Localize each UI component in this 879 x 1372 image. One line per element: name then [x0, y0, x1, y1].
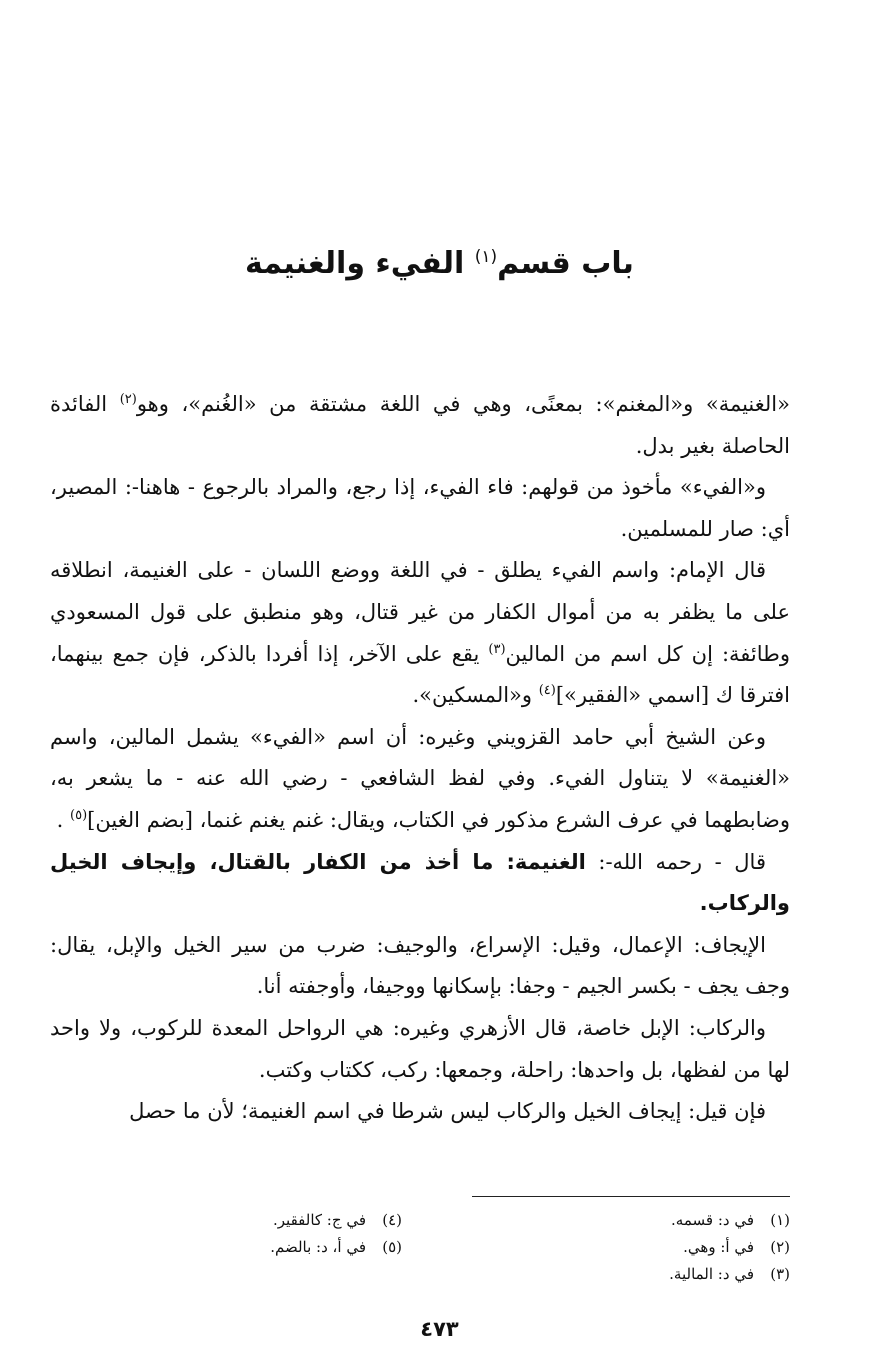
- chapter-title-part1: باب قسم: [497, 246, 634, 281]
- main-text: [50, 384, 790, 1133]
- footnote-marker: (٢): [119, 392, 137, 407]
- footnotes-column-left: [102, 1207, 402, 1261]
- text-run: يقع على الآخر، إذا أفردا بالذكر، فإن جمع بينهما، افترقا ك [اسمي «الفقير»]: [50, 641, 790, 708]
- footnote-item: [490, 1234, 790, 1261]
- text-run: قال الإمام: واسم الفيء يطلق - في اللغة ووضع اللسان - على الغنيمة، انطلاقه على ما يظفر به من أموال الكفار من غير قتال، وهو منطبق على قول المسعودي وطائفة: إن كل اسم من المالين: [50, 558, 791, 666]
- footnote-marker: (٥): [70, 807, 88, 823]
- paragraph: و«الفيء» مأخوذ من قولهم: فاء الفيء، إذا رجع، والمراد بالرجوع - هاهنا-: المصير، أي: صار للمسلمين.: [50, 475, 790, 541]
- paragraph: الإيجاف: الإعمال، وقيل: الإسراع، والوجيف: ضرب من سير الخيل والإبل، يقال: وجف يجف - بكسر الجيم - وجفا: بإسكانها ووجيفا، وأوجفته أنا.: [50, 932, 790, 999]
- footnote-divider: [472, 1196, 790, 1197]
- paragraph: [50, 717, 790, 842]
- footnote-text: في د: المالية.: [669, 1265, 754, 1283]
- page-number: ٤٧٣: [420, 1317, 459, 1341]
- footnote-text: في ج: كالفقير.: [273, 1211, 366, 1229]
- footnotes-column-right: [490, 1207, 790, 1288]
- footnote-item: [102, 1234, 402, 1261]
- footnote-number: (٥): [382, 1238, 402, 1256]
- paragraph: والركاب: الإبل خاصة، قال الأزهري وغيره: هي الرواحل المعدة للركوب، ولا واحد لها من لفظها، بل واحدها: راحلة، وجمعها: ركب، ككتاب وكتب.: [50, 1015, 790, 1082]
- footnote-number: (١): [770, 1211, 790, 1229]
- footnote-text: في د: قسمه.: [671, 1211, 754, 1229]
- paragraph: [50, 842, 790, 925]
- matn-quote: الغنيمة: ما أخذ من الكفار بالقتال، وإيجاف الخيل والركاب.: [50, 849, 790, 916]
- footnote-number: (٣): [770, 1265, 790, 1283]
- text-run: «الغنيمة» و«المغنم»: بمعنًى، وهي في اللغة مشتقة من «الغُنم»، وهو: [136, 392, 790, 416]
- text-run: الفائدة الحاصلة بغير بدل.: [50, 392, 790, 458]
- text-run: .: [56, 807, 70, 832]
- footnote-number: (٢): [770, 1238, 790, 1256]
- paragraph: فإن قيل: إيجاف الخيل والركاب ليس شرطا في اسم الغنيمة؛ لأن ما حصل: [129, 1099, 766, 1124]
- text-run: قال - رحمه الله-:: [585, 849, 766, 874]
- footnote-marker: (٣): [488, 641, 506, 657]
- footnote-number: (٤): [382, 1211, 402, 1229]
- footnote-item: [490, 1207, 790, 1234]
- paragraph: [50, 384, 790, 467]
- chapter-title-part2: الفيء والغنيمة: [245, 246, 475, 281]
- paragraph: [50, 550, 790, 716]
- chapter-title: [0, 232, 879, 289]
- footnote-item: [490, 1261, 790, 1288]
- text-run: وعن الشيخ أبي حامد القزويني وغيره: أن اسم «الفيء» يشمل المالين، واسم «الغنيمة» لا يتناول الفيء. وفي لفظ الشافعي - رضي الله عنه - ما يشعر به، وضابطهما في عرف الشرع مذكور في الكتاب، ويقال: غنم يغنم غنما، [بضم الغين]: [50, 724, 790, 832]
- text-run: و«المسكين».: [412, 683, 539, 708]
- footnote-text: في أ: وهي.: [683, 1238, 754, 1256]
- footnote-item: [102, 1207, 402, 1234]
- footnote-marker: (١): [474, 247, 498, 267]
- footnote-text: في أ، د: بالضم.: [270, 1238, 366, 1256]
- footnote-marker: (٤): [538, 683, 556, 699]
